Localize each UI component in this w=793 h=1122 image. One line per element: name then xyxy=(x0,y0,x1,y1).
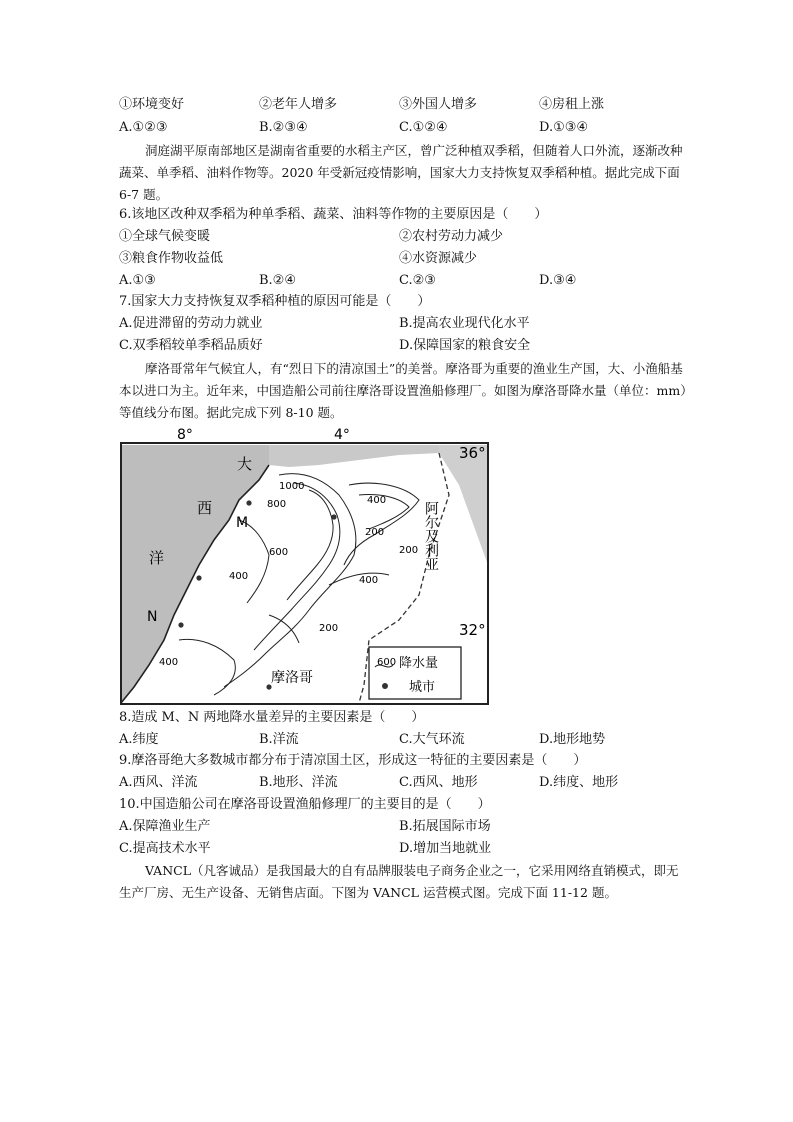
isohyet-label-200: 200 xyxy=(365,527,385,538)
ocean-label-1: 大 xyxy=(237,455,253,473)
ocean-label-3: 洋 xyxy=(149,549,165,567)
q8-choice-b: B.洋流 xyxy=(259,732,299,747)
q6-choice-b: B.②④ xyxy=(259,273,296,288)
lat-label-32: 32° xyxy=(459,621,486,639)
q5-option-2: ②老年人增多 xyxy=(259,97,338,112)
isohyet-label-200-c: 200 xyxy=(399,545,419,556)
q10-choice-d: D.增加当地就业 xyxy=(399,841,492,856)
isohyet-label-1000: 1000 xyxy=(279,481,305,492)
point-n-label: N xyxy=(147,609,158,625)
legend-isohyet-value: 600 xyxy=(377,657,397,668)
q7-choice-c: C.双季稻较单季稻品质好 xyxy=(119,338,263,353)
q9-choice-b: B.地形、洋流 xyxy=(259,775,338,790)
q5-option-3: ③外国人增多 xyxy=(399,97,478,112)
q6-stem: 6.该地区改种双季稻为种单季稻、蔬菜、油料等作物的主要原因是（ ） xyxy=(119,207,548,222)
legend-city-text: 城市 xyxy=(409,680,436,695)
q9-choice-a: A.西风、洋流 xyxy=(119,775,198,790)
ocean-label-2: 西 xyxy=(197,499,213,517)
isohyet-label-400-c: 400 xyxy=(359,575,379,586)
q10-choice-a: A.保障渔业生产 xyxy=(119,819,211,834)
q7-choice-b: B.提高农业现代化水平 xyxy=(399,316,530,331)
q8-choice-c: C.大气环流 xyxy=(399,732,465,747)
q5-option-1: ①环境变好 xyxy=(119,97,185,112)
point-m-label: M xyxy=(236,515,249,531)
q5-choice-a: A.①②③ xyxy=(119,120,168,135)
isohyet-label-400-b: 400 xyxy=(229,571,249,582)
q10-choice-c: C.提高技术水平 xyxy=(119,841,211,856)
passage-dongting: 洞庭湖平原南部地区是湖南省重要的水稻主产区，曾广泛种植双季稻，但随着人口外流，逐渐改种蔬菜、单季稻、油料作物等。2020 年受新冠疫情影响，国家大力支持恢复双季稻种植。据此完成下面 6-7 题。 xyxy=(119,143,683,202)
q8-stem: 8.造成 M、N 两地降水量差异的主要因素是（ ） xyxy=(119,710,425,725)
q8-choice-a: A.纬度 xyxy=(119,732,159,747)
legend-isohyet-text: 降水量 xyxy=(399,656,439,671)
q9-stem: 9.摩洛哥绝大多数城市都分布于清凉国土区，形成这一特征的主要因素是（ ） xyxy=(119,753,587,768)
passage-morocco: 摩洛哥常年气候宜人，有“烈日下的清凉国土”的美誉。摩洛哥为重要的渔业生产国，大、小渔船基本以进口为主。近年来，中国造船公司前往摩洛哥设置渔船修理厂。如图为摩洛哥降水量（单位：mm）等值线分布图。据此完成下列 8-10 题。 xyxy=(119,361,687,420)
q10-stem: 10.中国造船公司在摩洛哥设置渔船修理厂的主要目的是（ ） xyxy=(119,797,491,812)
q7-choice-d: D.保障国家的粮食安全 xyxy=(399,338,531,353)
isohyet-label-400: 400 xyxy=(367,495,387,506)
q9-choice-d: D.纬度、地形 xyxy=(539,775,619,790)
q6-choice-c: C.②③ xyxy=(399,273,436,288)
q8-choice-d: D.地形地势 xyxy=(539,732,606,747)
isohyet-label-600: 600 xyxy=(269,547,289,558)
lon-label-4: 4° xyxy=(334,427,350,443)
isohyet-label-200-b: 200 xyxy=(319,623,339,634)
q6-item-2: ②农村劳动力减少 xyxy=(399,229,504,244)
q5-option-4: ④房租上涨 xyxy=(539,97,605,112)
q5-choice-b: B.②③④ xyxy=(259,120,308,135)
morocco-precipitation-map xyxy=(119,425,490,706)
lon-label-8: 8° xyxy=(177,427,193,443)
q6-item-1: ①全球气候变暖 xyxy=(119,229,211,244)
q6-item-4: ④水资源减少 xyxy=(399,251,478,266)
map-legend xyxy=(369,647,461,699)
lat-label-36: 36° xyxy=(459,444,486,462)
q6-choice-d: D.③④ xyxy=(539,273,577,288)
q7-stem: 7.国家大力支持恢复双季稻种植的原因可能是（ ） xyxy=(119,294,431,309)
q5-choice-d: D.①③④ xyxy=(539,120,589,135)
q6-item-3: ③粮食作物收益低 xyxy=(119,251,224,266)
q10-choice-b: B.拓展国际市场 xyxy=(399,819,491,834)
algeria-label: 阿尔及利亚 xyxy=(423,501,439,571)
q7-choice-a: A.促进滞留的劳动力就业 xyxy=(119,316,263,331)
q6-choice-a: A.①③ xyxy=(119,273,156,288)
isohyet-label-400-d: 400 xyxy=(159,657,179,668)
q9-choice-c: C.西风、地形 xyxy=(399,775,478,790)
passage-vancl: VANCL（凡客诚品）是我国最大的自有品牌服装电子商务企业之一，它采用网络直销模式，即无生产厂房、无生产设备、无销售店面。下图为 VANCL 运营模式图。完成下面 11-12 题。 xyxy=(119,863,679,900)
isohyet-label-800: 800 xyxy=(267,499,287,510)
morocco-label: 摩洛哥 xyxy=(271,670,313,686)
q5-choice-c: C.①②④ xyxy=(399,120,448,135)
